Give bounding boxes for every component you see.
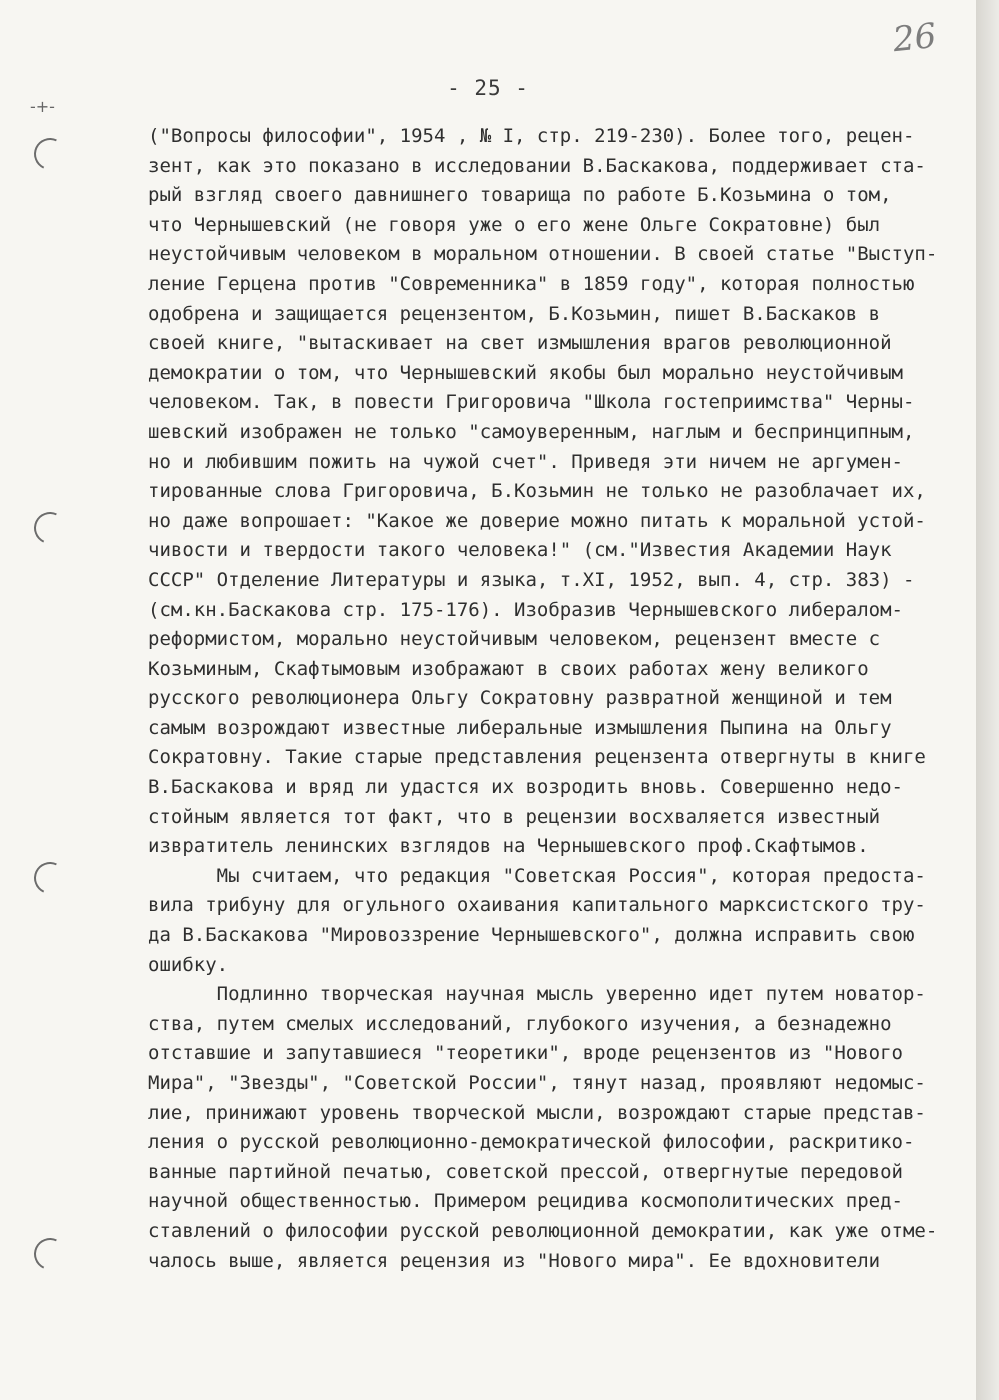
text-line: демократии о том, что Чернышевский якобы был морально неустойчивым <box>148 361 903 384</box>
text-line: ства, путем смелых исследований, глубокого изучения, а безнадежно <box>148 1012 892 1035</box>
text-line: ("Вопросы философии", 1954 , № I, стр. 219-230). Более того, рецен- <box>148 125 915 147</box>
text-line: Мира", "Звезды", "Советской России", тянут назад, проявляют недомыс- <box>148 1072 926 1094</box>
text-line: чалось выше, является рецензия из "Нового мира". Ее вдохновители <box>148 1249 881 1272</box>
text-line: тированные слова Григоровича, Б.Козьмин не только не разоблачает их, <box>148 480 926 503</box>
body-text <box>148 122 968 1276</box>
text-line: вила трибуну для огульного охаивания капитального марксистского тру- <box>148 894 926 917</box>
text-line: что Чернышевский (не говоря уже о его жене Ольге Сократовне) был <box>148 213 881 236</box>
text-line: Козьминым, Скафтымовым изображают в своих работах жену великого <box>148 657 869 680</box>
text-line: неустойчивым человеком в моральном отношении. В своей статье "Выступ- <box>148 243 938 266</box>
text-line: научной общественностью. Примером рецидива космополитических пред- <box>148 1190 903 1213</box>
text-line: зент, как это показано в исследовании В.Баскакова, поддерживает ста- <box>148 154 926 177</box>
text-line: ванные партийной печатью, советской прессой, отвергнутые передовой <box>148 1160 903 1183</box>
text-line: реформистом, морально неустойчивым человеком, рецензент вместе с <box>148 628 881 651</box>
punch-hole <box>29 507 70 548</box>
text-line: самым возрождают известные либеральные измышления Пыпина на Ольгу <box>148 716 892 739</box>
text-line: СССР" Отделение Литературы и языка, т.XI, 1952, вып. 4, стр. 383) - <box>148 568 915 591</box>
text-line: Подлинно творческая научная мысль уверенно идет путем новатор- <box>148 983 926 1006</box>
page-number: - 25 - <box>447 76 529 100</box>
text-line: своей книге, "вытаскивает на свет измышления врагов революционной <box>148 332 892 355</box>
punch-hole <box>29 857 70 898</box>
page-edge <box>976 0 999 1400</box>
text-line: одобрена и защищается рецензентом, Б.Козьмин, пишет В.Баскаков в <box>148 302 881 325</box>
text-line: Мы считаем, что редакция "Советская Россия", которая предоста- <box>148 864 926 887</box>
text-line: шевский изображен не только "самоуверенным, наглым и беспринципным, <box>148 420 915 443</box>
punch-hole <box>29 1233 70 1274</box>
text-line: стойным является тот факт, что в рецензии восхваляется известный <box>148 805 881 828</box>
margin-mark: -+- <box>30 97 55 116</box>
text-line: рый взгляд своего давнишнего товарища по работе Б.Козьмина о том, <box>148 184 892 207</box>
text-line: ление Герцена против "Современника" в 1859 году", которая полностью <box>148 272 915 295</box>
text-line: Сократовну. Такие старые представления рецензента отвергнуты в книге <box>148 746 926 769</box>
text-line: но даже вопрошает: "Какое же доверие можно питать к моральной устой- <box>148 509 926 532</box>
text-line: русского революционера Ольгу Сократовну развратной женщиной и тем <box>148 687 892 710</box>
text-line: чивости и твердости такого человека!" (см."Известия Академии Наук <box>148 539 892 562</box>
text-line: ошибку. <box>148 953 229 976</box>
punch-hole <box>29 133 70 174</box>
text-line: лие, принижают уровень творческой мысли, возрождают старые представ- <box>148 1101 926 1124</box>
text-line: человеком. Так, в повести Григоровича "Школа гостеприимства" Черны- <box>148 391 915 414</box>
text-line: В.Баскакова и вряд ли удастся их возродить вновь. Совершенно недо- <box>148 776 903 799</box>
text-line: ления о русской революционно-демократической философии, раскритико- <box>148 1131 915 1154</box>
text-line: отставшие и запутавшиеся "теоретики", вроде рецензентов из "Нового <box>148 1042 903 1065</box>
text-line: ставлений о философии русской революционной демократии, как уже отме- <box>148 1219 938 1242</box>
text-line: извратитель ленинских взглядов на Чернышевского проф.Скафтымов. <box>148 835 869 858</box>
archive-page-number: 26 <box>891 15 939 61</box>
text-line: но и любившим пожить на чужой счет". Приведя эти ничем не аргумен- <box>148 450 903 473</box>
text-line: да В.Баскакова "Мировоззрение Чернышевского", должна исправить свою <box>148 924 915 947</box>
text-line: (см.кн.Баскакова стр. 175-176). Изобразив Чернышевского либералом- <box>148 598 903 621</box>
